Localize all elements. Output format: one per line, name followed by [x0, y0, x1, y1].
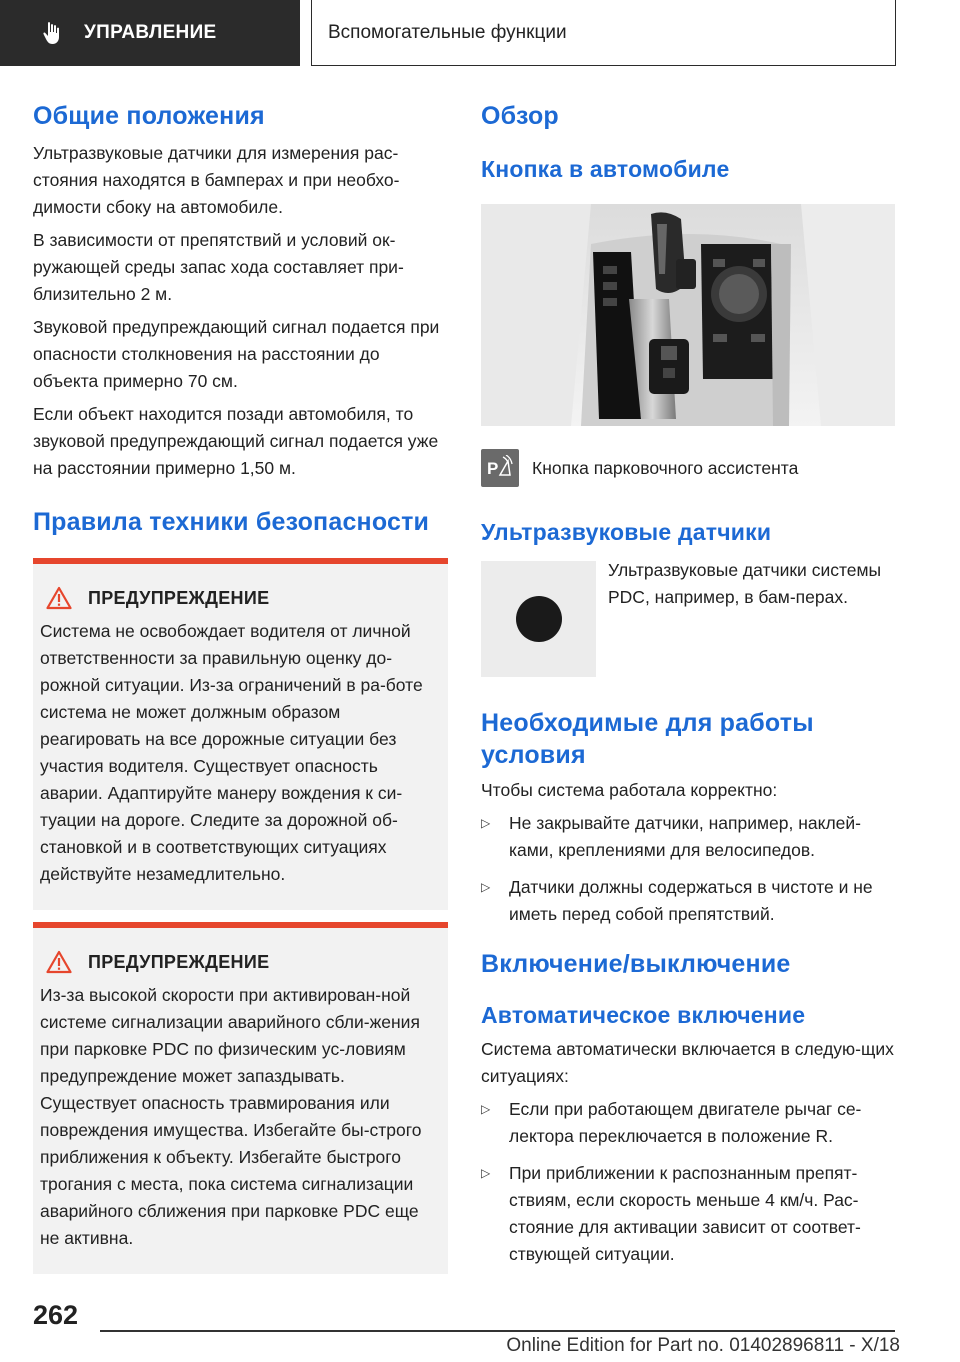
section-tab: [0, 0, 300, 66]
general-paragraph: Если объект находится позади автомобиля, то звуковой предупреждающий сигнал подается уже на расстоянии примерно 1,50 м.: [33, 404, 439, 478]
warning-text: Из-за высокой скорости при активирован-ной системе сигнализации аварийного сбли-жения при парковке PDC по физическим ус-ловиям предупреждение может запаздывать. Существует опасность травмирования или повреждения имущества. Избегайте бы-строго приближения к объекту. Избегайте быстрого трогания с места, пока система сигнализации аварийного сближения при парковке PDC еще не активна.: [40, 985, 422, 1248]
button-heading: Кнопка в автомобиле: [481, 156, 730, 182]
center-console-photo: [481, 204, 895, 426]
conditions-list: [481, 810, 895, 928]
conditions-heading: Необходимые для работы условия: [481, 709, 814, 769]
general-paragraph: В зависимости от препятствий и условий ок-ружающей среды запас хода составляет при-близительно 2 м.: [33, 230, 404, 304]
hand-icon: [42, 21, 64, 45]
warning-text: Система не освобождает водителя от личной ответственности за правильную оценку до-рожной ситуации. Из-за ограничений в ра-боте система не может должным образом реагировать на все дорожные ситуации без участия водителя. Существует опасность аварии. Адаптируйте манеру вождения к си-туации на дороге. Следите за дорожной об-становкой и в соответствующих ситуациях действуйте незамедлительно.: [40, 621, 423, 884]
general-heading: Общие положения: [33, 102, 265, 130]
footer-divider: [100, 1330, 895, 1332]
warning-header: [46, 950, 438, 974]
left-column: [33, 100, 448, 1274]
chapter-tab: [311, 0, 896, 66]
warning-label: ПРЕДУПРЕЖДЕНИЕ: [88, 951, 270, 972]
warning-box: [33, 558, 448, 910]
list-item: ▷ Датчики должны содержаться в чистоте и не иметь перед собой препятствий.: [481, 874, 895, 928]
warning-triangle-icon: [46, 586, 72, 610]
auto-list: [481, 1096, 895, 1268]
sensor-dot: [516, 596, 562, 642]
section-title: УПРАВЛЕНИЕ: [84, 22, 217, 43]
auto-intro: Система автоматически включается в следую-щих ситуациях:: [481, 1039, 894, 1086]
sensors-text: Ультразвуковые датчики системы PDC, например, в бам-перах.: [608, 560, 882, 607]
sensor-image: [481, 561, 596, 677]
onoff-heading: Включение/выключение: [481, 950, 791, 978]
legend-text: Кнопка парковочного ассистента: [532, 457, 799, 478]
warning-header: [46, 586, 438, 610]
warning-triangle-icon: [46, 950, 72, 974]
sensors-heading: Ультразвуковые датчики: [481, 519, 772, 545]
safety-heading: Правила техники безопасности: [33, 508, 430, 536]
general-paragraph: Ультразвуковые датчики для измерения рас-стояния находятся в бамперах и при необхо-димости сбоку на автомобиле.: [33, 143, 400, 217]
warning-box: [33, 922, 448, 1274]
button-legend: [481, 449, 895, 487]
list-item: ▷ Не закрывайте датчики, например, наклей-ками, креплениями для велосипедов.: [481, 810, 895, 864]
right-column: [481, 100, 895, 1278]
overview-heading: Обзор: [481, 102, 559, 130]
page-number: 262: [33, 1300, 79, 1330]
conditions-intro: Чтобы система работала корректно:: [481, 780, 778, 800]
chapter-title: Вспомогательные функции: [328, 21, 567, 43]
sensor-figure: [481, 561, 895, 677]
svg-text:P: P: [487, 459, 499, 478]
warning-label: ПРЕДУПРЕЖДЕНИЕ: [88, 587, 270, 608]
auto-heading: Автоматическое включение: [481, 1002, 806, 1028]
parking-assist-icon: [481, 449, 519, 487]
footer-edition: Online Edition for Part no. 01402896811 - X/18: [506, 1335, 900, 1356]
page-header: [0, 0, 896, 66]
list-item: ▷ Если при работающем двигателе рычаг се-лектора переключается в положение R.: [481, 1096, 895, 1150]
list-item: ▷ При приближении к распознанным препят-ствиям, если скорость меньше 4 км/ч. Рас-стояние для активации зависит от соответ-ствующей ситуации.: [481, 1160, 895, 1268]
general-paragraph: Звуковой предупреждающий сигнал подается при опасности столкновения на расстоянии до объекта примерно 70 см.: [33, 317, 440, 391]
